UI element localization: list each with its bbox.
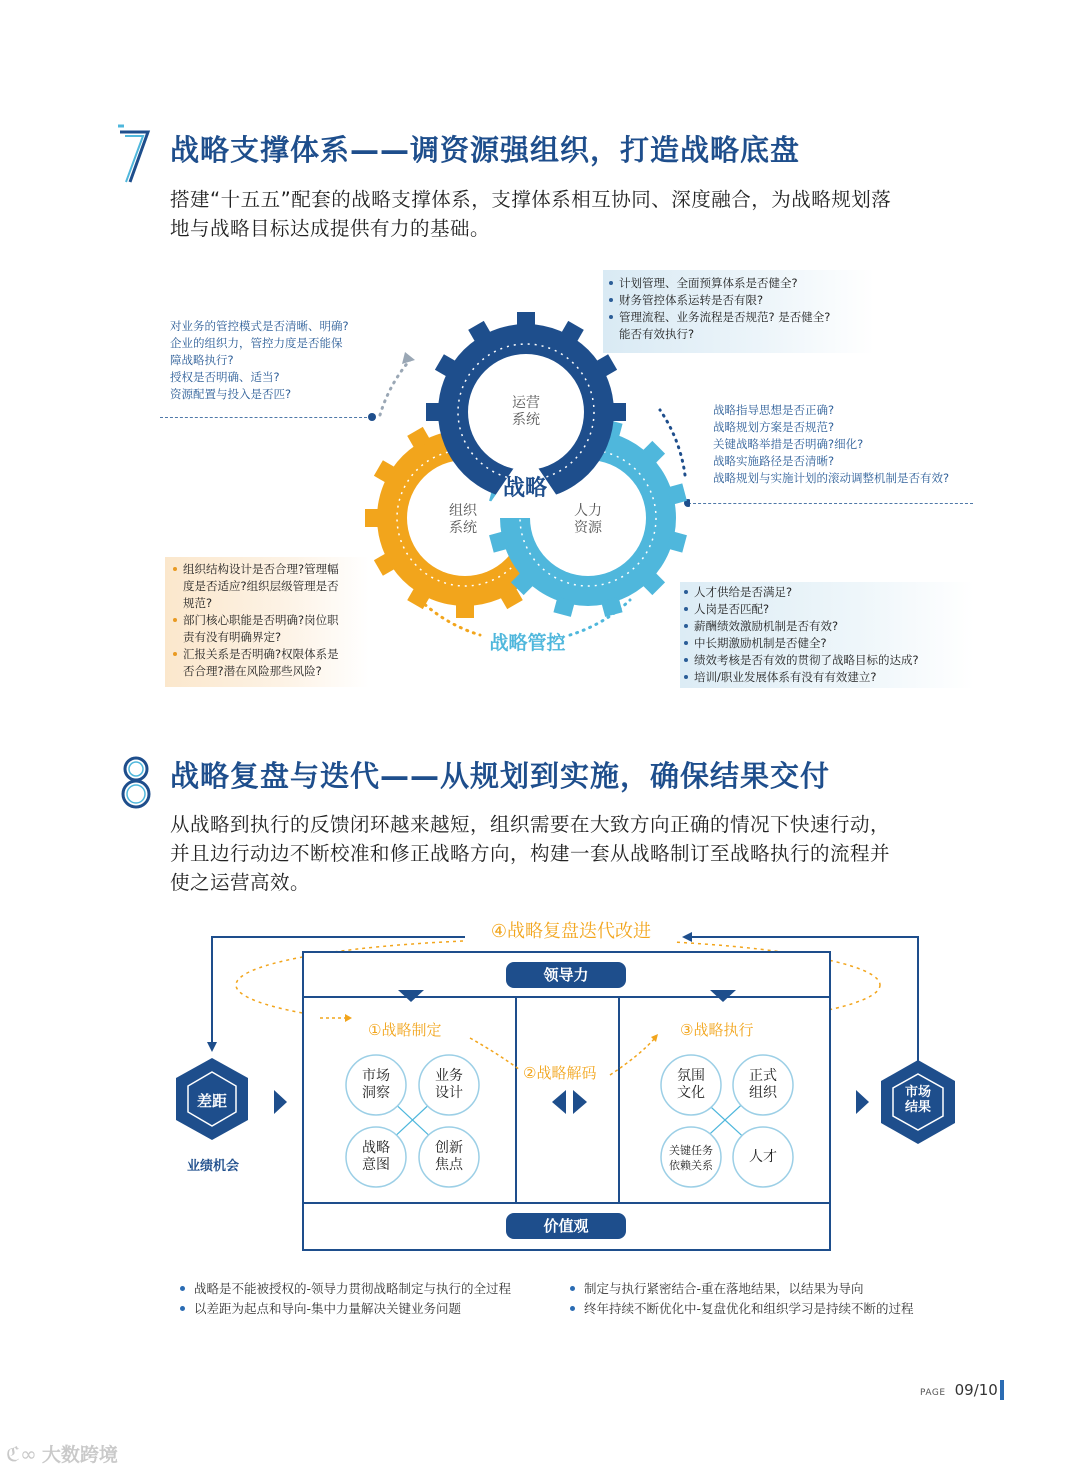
page-indicator: PAGE 09/10: [920, 1381, 998, 1399]
question-item: 组织结构设计是否合理?管理幅 度是否适应?组织层级管理是否 规范?: [173, 561, 369, 612]
circle-formal-org: 正式 组织: [749, 1068, 777, 1101]
gap-hexagon-caption: 业绩机会: [186, 1159, 239, 1174]
watermark-logo-icon: ℭ∞: [6, 1442, 37, 1466]
question-item: 计划管理、全面预算体系是否健全?: [609, 275, 874, 292]
page-indicator-bar: [1000, 1380, 1004, 1400]
section-8-intro: [170, 810, 1010, 897]
question-item: 薪酬绩效激励机制是否有效?: [684, 618, 974, 635]
circle-market-insight: 市场 洞察: [362, 1068, 390, 1101]
intro-line: 从战略到执行的反馈闭环越来越短，组织需要在大致方向正确的情况下快速行动，: [170, 813, 891, 836]
principle-item: 战略是不能被授权的-领导力贯彻战略制定与执行的全过程: [180, 1279, 511, 1299]
intro-line: 并且边行动边不断校准和修正战略方向，构建一套从战略制订至战略执行的流程并: [170, 842, 891, 865]
question-item: 管理流程、业务流程是否规范? 是否健全?: [609, 309, 874, 326]
watermark: ℭ∞ 大数跨境: [6, 1442, 118, 1466]
hr-questions-box: [680, 582, 974, 688]
principle-item: 终年持续不断优化中-复盘优化和组织学习是持续不断的过程: [570, 1299, 914, 1319]
question-item: 财务管控体系运转是否有限?: [609, 292, 874, 309]
section-8-title: 战略复盘与迭代——从规划到实施，确保结果交付: [170, 759, 831, 793]
section-7-title: 战略支撑体系——调资源强组织，打造战略底盘: [170, 133, 801, 167]
section-7-intro: [170, 185, 990, 243]
strategy-questions: 战略指导思想是否正确? 战略规划方案是否规范? 关键战略举措是否明确?细化? 战略实施路径是否清晰? 战略规划与实施计划的滚动调整机制是否有效?: [713, 403, 950, 485]
principles-left: [180, 1279, 511, 1319]
question-item: 培训/职业发展体系有没有有效建立?: [684, 669, 974, 686]
intro-line: 搭建“十五五”配套的战略支撑体系，支撑体系相互协同、深度融合，为战略规划落: [170, 188, 892, 211]
strategy-control-label: 战略管控: [489, 632, 566, 654]
question-item-continued: 能否有效执行?: [619, 327, 695, 341]
gear-left-label: 组织 系统: [449, 503, 477, 536]
organization-questions-box: [165, 557, 369, 687]
intro-line: 使之运营高效。: [170, 871, 311, 894]
dashed-connector-left: [160, 417, 372, 418]
question-item: 人才供给是否满足?: [684, 584, 974, 601]
circle-key-tasks: 关键任务 依赖关系: [669, 1144, 713, 1172]
gear-top-label: 运营 系统: [512, 395, 540, 428]
principle-item: 以差距为起点和导向-集中力量解决关键业务问题: [180, 1299, 511, 1319]
step-decoding-label: ②战略解码: [523, 1064, 597, 1082]
loop-iterate-label: ④战略复盘迭代改进: [466, 917, 676, 943]
circle-innovation-focus: 创新 焦点: [435, 1140, 463, 1173]
section-7-number: [112, 118, 160, 188]
values-bar-label: 价值观: [543, 1217, 589, 1235]
section-8-number: [112, 752, 160, 812]
circle-business-design: 业务 设计: [435, 1068, 463, 1101]
step-formulation-label: ①战略制定: [368, 1021, 442, 1039]
principle-item: 制定与执行紧密结合-重在落地结果，以结果为导向: [570, 1279, 914, 1299]
step-execution-label: ③战略执行: [680, 1021, 754, 1039]
gap-hexagon-label: 差距: [196, 1092, 227, 1110]
market-result-hexagon-label: 市场 结果: [904, 1085, 931, 1115]
intro-line: 地与战略目标达成提供有力的基础。: [170, 217, 491, 240]
circle-talent: 人才: [749, 1149, 777, 1165]
circle-strategic-intent: 战略 意图: [362, 1140, 390, 1173]
org-control-questions: 对业务的管控模式是否清晰、明确? 企业的组织力，管控力度是否能保 障战略执行? 授权是否明确、适当? 资源配置与投入是否匹?: [170, 319, 349, 401]
gear-right-label: 人力 资源: [574, 503, 602, 536]
circle-culture: 氛围 文化: [677, 1068, 705, 1101]
question-item: 部门核心职能是否明确?岗位职 责有没有明确界定?: [173, 612, 369, 646]
question-item: 汇报关系是否明确?权限体系是 否合理?潜在风险那些风险?: [173, 646, 369, 680]
dashed-connector-right: [688, 503, 973, 504]
leadership-bar-label: 领导力: [543, 966, 589, 984]
question-item: 绩效考核是否有效的贯彻了战略目标的达成?: [684, 652, 974, 669]
question-item: 中长期激励机制是否健全?: [684, 635, 974, 652]
question-item: 人岗是否匹配?: [684, 601, 974, 618]
principles-right: [570, 1279, 914, 1319]
gear-center-label: 战略: [502, 476, 547, 501]
